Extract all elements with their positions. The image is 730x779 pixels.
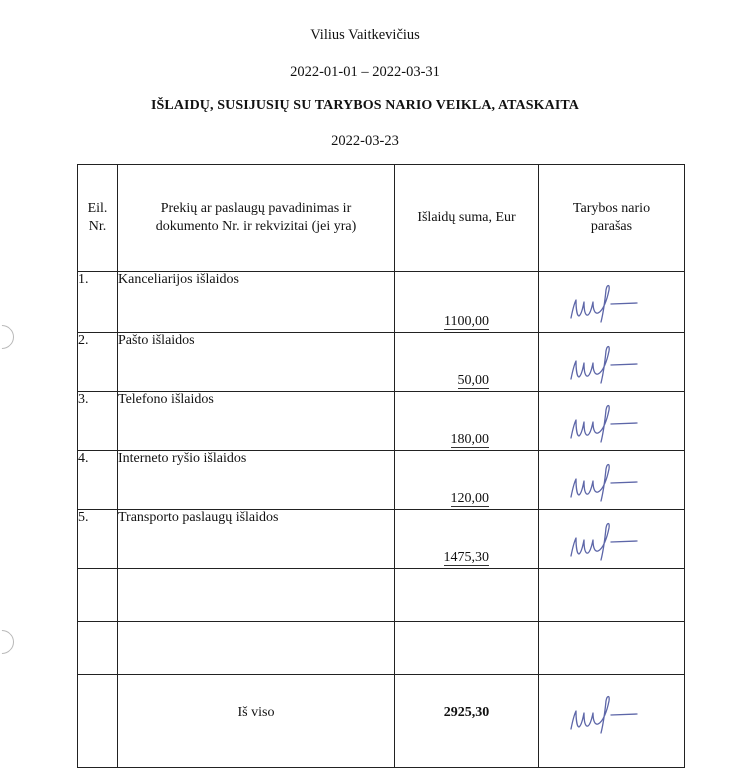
row-amount-cell [395, 451, 539, 510]
column-header-description: Prekių ar paslaugų pavadinimas ir dokumento Nr. ir rekvizitai (jei yra) [118, 165, 395, 272]
signature-cell [539, 451, 685, 510]
row-description: Pašto išlaidos [118, 333, 395, 392]
row-amount-cell [395, 333, 539, 392]
row-amount-cell [395, 392, 539, 451]
signature-cell [539, 392, 685, 451]
row-amount-cell [395, 272, 539, 333]
table-row [78, 451, 685, 510]
row-amount: 1475,30 [443, 550, 489, 565]
table-header-row [78, 165, 685, 272]
handwritten-signature [565, 691, 645, 735]
empty-cell [539, 622, 685, 675]
report-title: IŠLAIDŲ, SUSIJUSIŲ SU TARYBOS NARIO VEIKLA, ATASKAITA [150, 98, 580, 113]
empty-cell [118, 622, 395, 675]
total-label: Iš viso [118, 675, 395, 768]
handwritten-signature [565, 341, 645, 385]
empty-cell [118, 569, 395, 622]
empty-cell [78, 675, 118, 768]
expense-table [77, 164, 685, 768]
total-row [78, 675, 685, 768]
row-amount: 120,00 [450, 491, 489, 506]
row-description: Kanceliarijos išlaidos [118, 272, 395, 333]
empty-row [78, 569, 685, 622]
report-period: 2022-01-01 – 2022-03-31 [290, 64, 440, 80]
row-number: 4. [78, 451, 118, 510]
empty-cell [78, 622, 118, 675]
column-header-amount: Išlaidų suma, Eur [395, 165, 539, 272]
handwritten-signature [565, 459, 645, 503]
council-member-name: Vilius Vaitkevičius [310, 27, 420, 43]
row-amount: 50,00 [457, 373, 489, 388]
table-row [78, 333, 685, 392]
row-number: 2. [78, 333, 118, 392]
row-number: 1. [78, 272, 118, 333]
column-header-number: Eil. Nr. [78, 165, 118, 272]
empty-row [78, 622, 685, 675]
row-amount: 1100,00 [444, 314, 489, 329]
row-amount-cell [395, 510, 539, 569]
report-date: 2022-03-23 [331, 133, 399, 149]
handwritten-signature [565, 400, 645, 444]
row-description: Telefono išlaidos [118, 392, 395, 451]
handwritten-signature [565, 280, 645, 324]
empty-cell [395, 622, 539, 675]
empty-cell [395, 569, 539, 622]
row-description: Interneto ryšio išlaidos [118, 451, 395, 510]
signature-cell [539, 675, 685, 768]
empty-cell [78, 569, 118, 622]
punch-hole-mark [0, 320, 19, 354]
table-row [78, 510, 685, 569]
signature-cell [539, 510, 685, 569]
row-number: 5. [78, 510, 118, 569]
signature-cell [539, 333, 685, 392]
column-header-signature: Tarybos nario parašas [539, 165, 685, 272]
signature-cell [539, 272, 685, 333]
empty-cell [539, 569, 685, 622]
total-amount: 2925,30 [395, 675, 539, 768]
table-row [78, 272, 685, 333]
punch-hole-mark [0, 625, 19, 659]
row-description: Transporto paslaugų išlaidos [118, 510, 395, 569]
handwritten-signature [565, 518, 645, 562]
row-number: 3. [78, 392, 118, 451]
row-amount: 180,00 [450, 432, 489, 447]
table-row [78, 392, 685, 451]
